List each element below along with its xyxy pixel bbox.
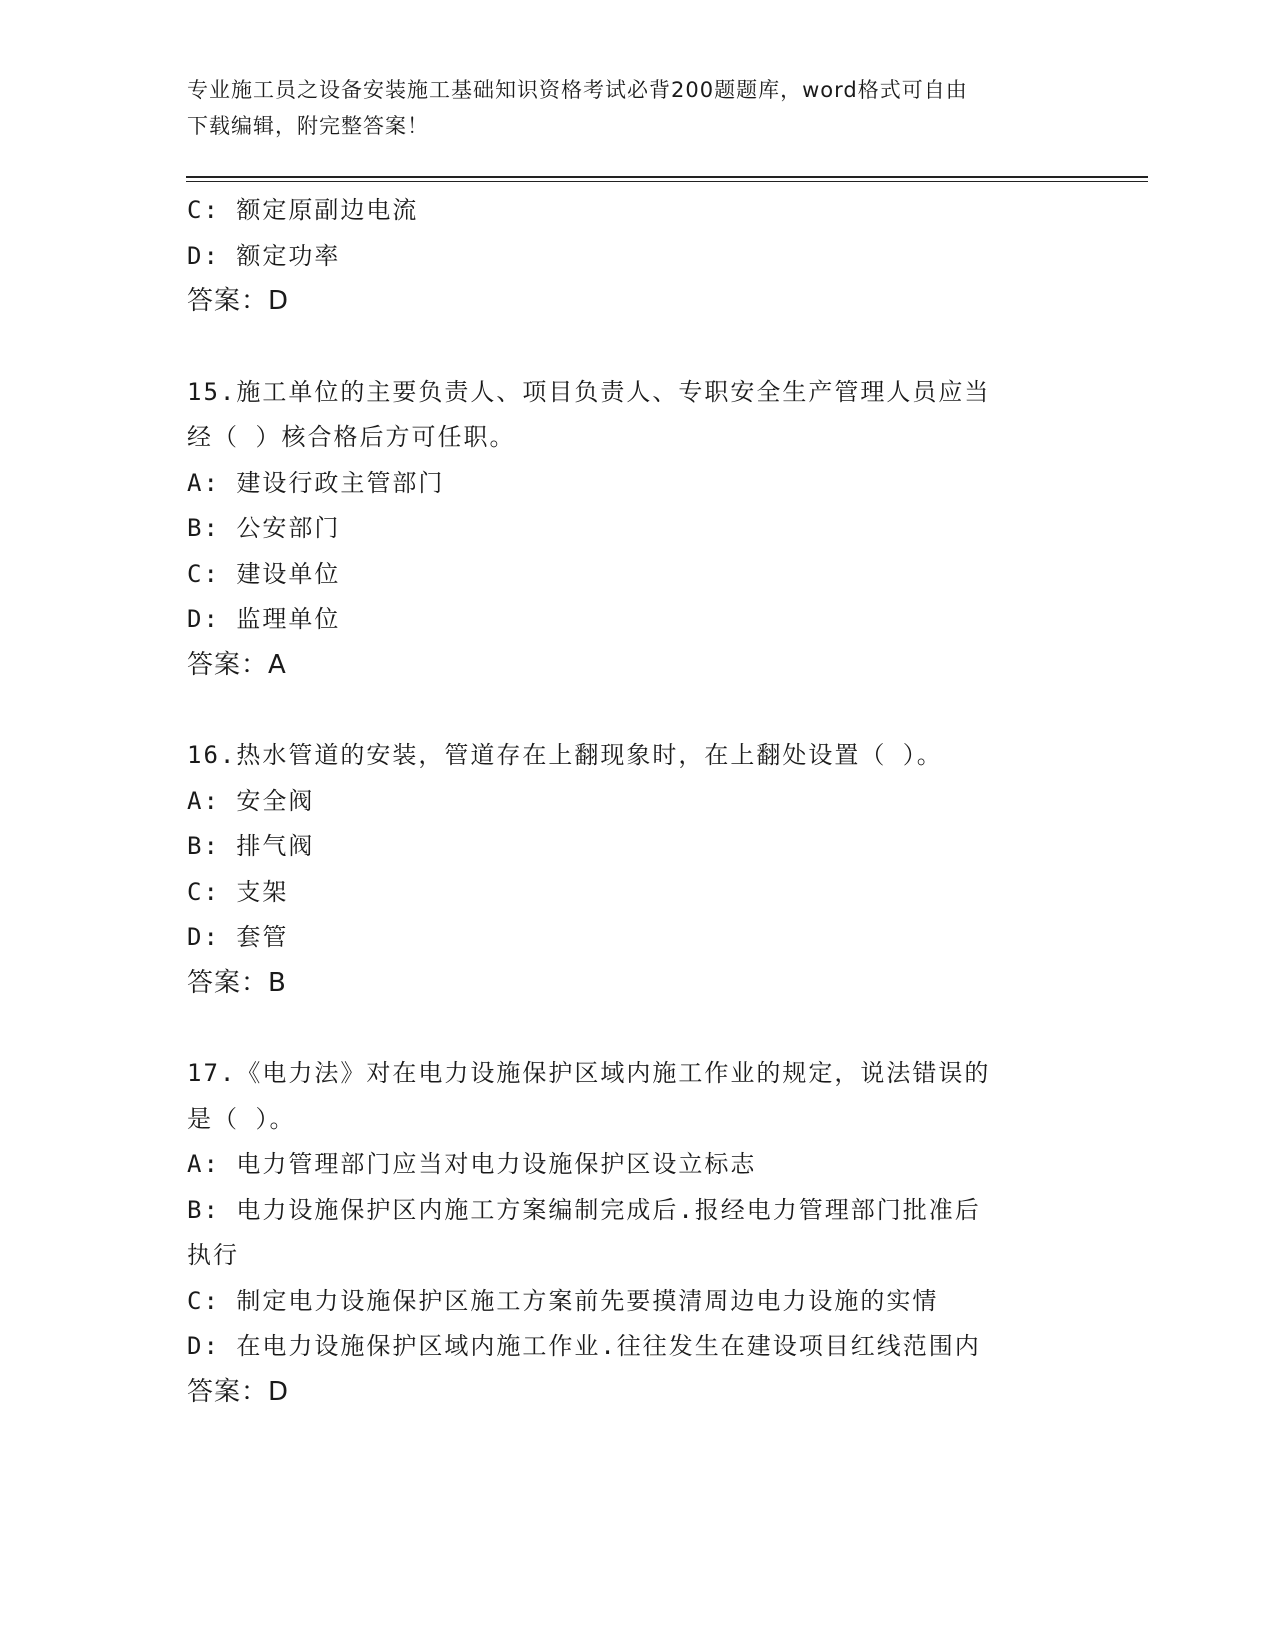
option-a: A: 电力管理部门应当对电力设施保护区设立标志	[187, 1150, 757, 1178]
option-d: D: 监理单位	[187, 605, 341, 633]
question-stem: 经（ ）核合格后方可任职。	[187, 423, 516, 451]
question-17	[187, 1051, 1067, 1415]
answer-line: 答案：D	[187, 286, 290, 316]
previous-question-tail	[187, 188, 1067, 325]
question-stem: 是（ ）。	[187, 1104, 296, 1133]
question-content	[187, 188, 1067, 1415]
option-b-continuation: 执行	[187, 1241, 239, 1269]
option-c: C: 制定电力设施保护区施工方案前先要摸清周边电力设施的实情	[187, 1286, 939, 1315]
header-divider-thick	[186, 176, 1148, 178]
answer-line: 答案：A	[187, 649, 287, 680]
question-stem: 15.施工单位的主要负责人、项目负责人、专职安全生产管理人员应当	[187, 377, 991, 406]
question-16	[187, 733, 1067, 1006]
spacer	[187, 325, 1067, 370]
question-15	[187, 370, 1067, 689]
option-a: A: 建设行政主管部门	[187, 468, 445, 497]
option-c: C: 支架	[187, 877, 289, 906]
spacer	[187, 688, 1067, 733]
option-d: D: 在电力设施保护区域内施工作业.往往发生在建设项目红线范围内	[187, 1332, 981, 1360]
option-b: B: 电力设施保护区内施工方案编制完成后.报经电力管理部门批准后	[187, 1195, 981, 1224]
header-line-2: 下载编辑，附完整答案！	[187, 114, 429, 138]
option-c: C: 建设单位	[187, 559, 341, 588]
answer-line: 答案：B	[187, 967, 287, 998]
spacer	[187, 1006, 1067, 1051]
question-stem: 17.《电力法》对在电力设施保护区域内施工作业的规定，说法错误的	[187, 1059, 991, 1087]
header-line-1: 专业施工员之设备安装施工基础知识资格考试必背200题题库，word格式可自由	[187, 78, 968, 102]
option-c: C: 额定原副边电流	[187, 196, 419, 224]
header-divider-thin	[186, 181, 1148, 182]
document-header	[187, 72, 1067, 144]
option-d: D: 额定功率	[187, 241, 341, 270]
option-b: B: 公安部门	[187, 514, 341, 542]
answer-line: 答案：D	[187, 1376, 290, 1407]
option-d: D: 套管	[187, 923, 289, 951]
option-a: A: 安全阀	[187, 786, 315, 815]
question-stem: 16.热水管道的安装，管道存在上翻现象时，在上翻处设置（ ）。	[187, 741, 943, 769]
option-b: B: 排气阀	[187, 832, 315, 860]
